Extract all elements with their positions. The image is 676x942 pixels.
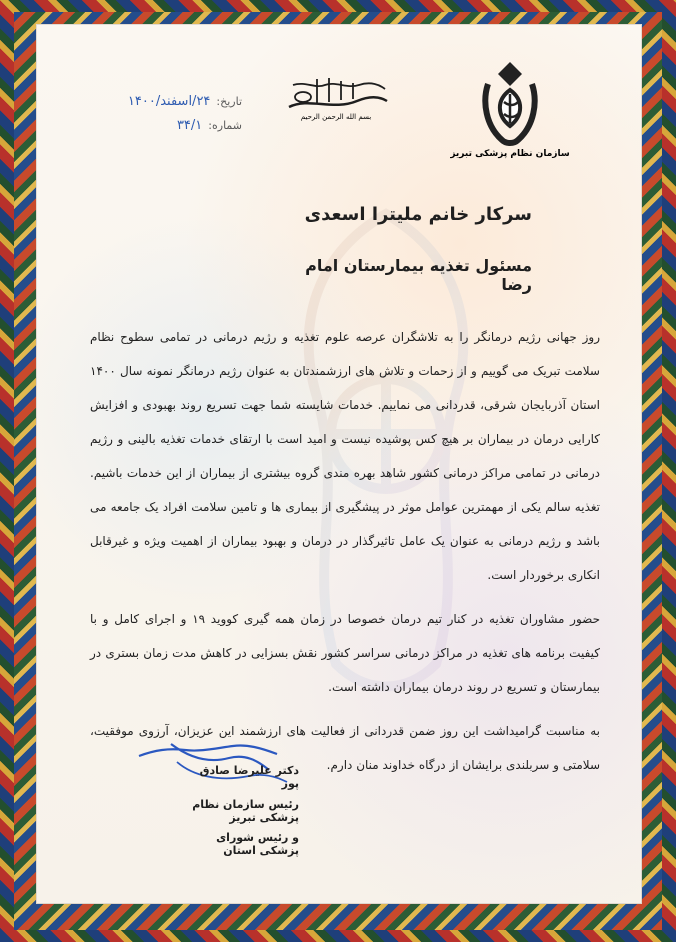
letter-body <box>90 320 600 792</box>
signature-block <box>131 736 301 876</box>
signatory-title-2: و رئیس شورای پزشکی استان <box>216 831 299 857</box>
bismillah-text: بسم الله الرحمن الرحیم <box>300 113 372 121</box>
date-number-block <box>82 90 242 138</box>
body-paragraph-2 <box>90 602 600 704</box>
number-value: ۳۴/۱ <box>176 118 203 133</box>
recipient-position: مسئول تغذیه بیمارستان امام رضا <box>305 256 532 294</box>
body-paragraph-3-text: به مناسبت گرامیداشت این روز ضمن قدردانی از فعالیت های ارزشمند این عزیزان، آرزوی موفقیت، سلامتی و سربلندی برایشان از درگاه خداوند منان دارم. <box>90 724 600 772</box>
signatory-name: دکتر علیرضا صادق پور <box>199 764 299 790</box>
body-paragraph-1 <box>90 320 600 592</box>
letter-paper <box>36 24 642 904</box>
organization-logo-icon <box>450 56 570 160</box>
recipient-salutation: سرکار خانم ملیترا اسعدی <box>304 204 532 225</box>
date-label: تاریخ: <box>216 95 242 108</box>
date-value: ۲۴/اسفند/۱۴۰۰ <box>127 94 211 109</box>
organization-name: سازمان نظام پزشکی تبریز <box>450 149 570 159</box>
date-row <box>82 90 242 114</box>
bismillah-calligraphy <box>281 69 391 121</box>
signatory-title-1: رئیس سازمان نظام پزشکی تبریز <box>192 798 299 824</box>
number-label: شماره: <box>208 119 242 132</box>
body-paragraph-2-text: حضور مشاوران تغذیه در کنار تیم درمان خصوصا در زمان همه گیری کووید ۱۹ و اجرای کامل و با کیفیت برنامه های تغذیه در مراکز درمانی سراسر کشور نقش بسزایی در کاهش مدت زمان بستری در بیمارستان و تسریع در روند درمان بیماران داشته است. <box>90 612 600 694</box>
number-row <box>82 114 242 138</box>
body-paragraph-1-text: روز جهانی رژیم درمانگر را به تلاشگران عرصه علوم تغذیه و رژیم درمانی در تمامی سطوح نظام سلامت تبریک می گوییم و از زحمات و تلاش های ارزشمندتان به عنوان رژیم درمانگر نمونه سال ۱۴۰۰ استان آذربایجان شرقی، قدردانی می نماییم. خدمات شایسته شما جهت تسریع روند بهبودی و افزایش کارایی درمان در بیماران بر هیچ کس پوشیده نیست و امید است با ارتقای خدمات تغذیه بالینی و رژیم درمانی در تمامی مراکز درمانی کشور شاهد بهره مندی گروه بیشتری از بیماران از این خدمات باشیم. تغذیه سالم یکی از مهمترین عوامل موثر در پیشگیری از بیماری ها و تامین سلامت افراد یک جامعه می باشد و رژیم درمانی به عنوان یک عامل تاثیرگذار در درمان و بهبود بیماران از اهمیت ویژه و غیرقابل انکاری برخوردار است. <box>90 330 600 582</box>
